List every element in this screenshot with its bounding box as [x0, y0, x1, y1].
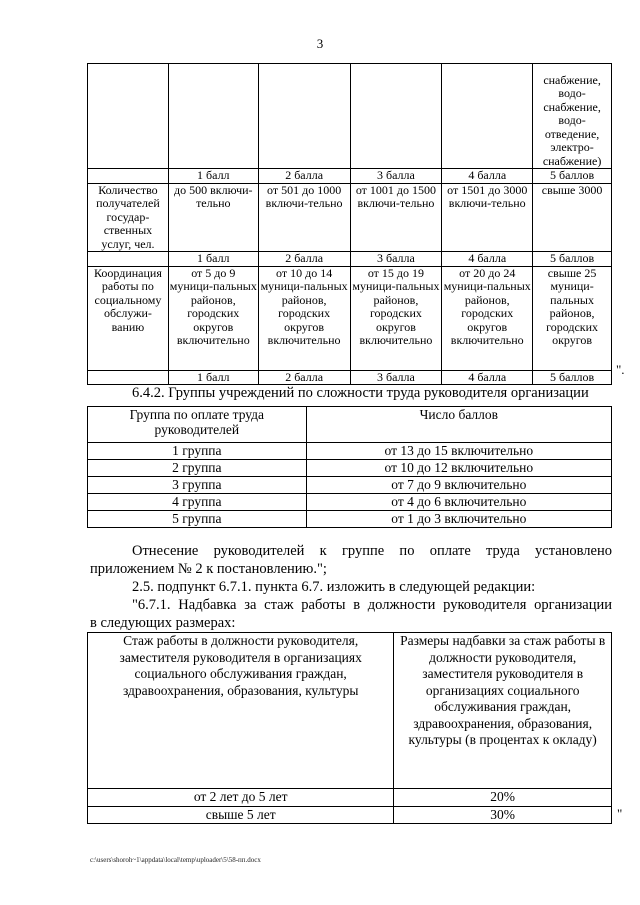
paragraph-assign-line1: Отнесение руководителей к группе по оплате труда установлено	[132, 543, 612, 559]
score-cell: 2 балла	[258, 252, 350, 267]
closing-quote: "	[617, 806, 623, 821]
table-cell: 1 группа	[88, 443, 307, 460]
criteria-cell	[350, 64, 442, 169]
score-cell: 2 балла	[258, 370, 350, 385]
table-cell: от 13 до 15 включительно	[306, 443, 611, 460]
criteria-cell: от 1501 до 3000 включи-тельно	[442, 183, 533, 252]
criteria-cell	[168, 64, 258, 169]
criteria-cell: от 501 до 1000 включи-тельно	[258, 183, 350, 252]
score-cell: 4 балла	[442, 370, 533, 385]
score-cell: 3 балла	[350, 169, 442, 184]
section-heading: 6.4.2. Группы учреждений по сложности труда руководителя организации	[132, 385, 589, 401]
page-number: 3	[316, 36, 324, 51]
file-path-footer: c:\users\shoroh~1\appdata\local\temp\uploader\5\58-пп.docx	[90, 856, 261, 864]
allowance-table	[87, 632, 612, 824]
closing-quote: ".	[616, 362, 625, 377]
score-cell: 3 балла	[350, 252, 442, 267]
criteria-cell	[88, 64, 169, 169]
column-header: Стаж работы в должности руководителя, заместителя руководителя в организациях социального обслуживания граждан, здравоохранения, образования, культуры	[88, 633, 394, 789]
criteria-cell: от 5 до 9 муници-пальных районов, городских округов включительно	[168, 266, 258, 370]
paragraph-assign-line2: приложением № 2 к постановлению.";	[90, 561, 327, 577]
score-cell: 5 баллов	[533, 169, 612, 184]
table-cell: 20%	[394, 789, 612, 807]
score-cell: 4 балла	[442, 252, 533, 267]
table-cell: от 2 лет до 5 лет	[88, 789, 394, 807]
table-cell: 3 группа	[88, 477, 307, 494]
criteria-cell: до 500 включи-тельно	[168, 183, 258, 252]
criteria-cell: свыше 3000	[533, 183, 612, 252]
table-cell: от 1 до 3 включительно	[306, 511, 611, 528]
criteria-label: Количество получателей государ-ственных услуг, чел.	[88, 183, 169, 252]
paragraph-6-7-1-line1: "6.7.1. Надбавка за стаж работы в должности руководителя организации	[132, 597, 612, 613]
table-cell: 2 группа	[88, 460, 307, 477]
score-cell: 5 баллов	[533, 252, 612, 267]
groups-table	[87, 406, 612, 528]
column-header: Группа по оплате труда руководителей	[88, 407, 307, 443]
column-header: Размеры надбавки за стаж работы в должности руководителя, заместителя руководителя в организациях социального обслуживания граждан, здравоохранения, образования, культуры (в процентах к окладу)	[394, 633, 612, 789]
score-cell: 1 балл	[168, 252, 258, 267]
paragraph-2-5: 2.5. подпункт 6.7.1. пункта 6.7. изложить в следующей редакции:	[132, 579, 536, 595]
criteria-table	[87, 63, 612, 385]
criteria-cell: от 10 до 14 муници-пальных районов, городских округов включительно	[258, 266, 350, 370]
criteria-cell: от 1001 до 1500 включи-тельно	[350, 183, 442, 252]
score-cell: 2 балла	[258, 169, 350, 184]
paragraph-6-7-1-line2: в следующих размерах:	[90, 615, 236, 631]
table-cell: свыше 5 лет	[88, 806, 394, 824]
score-cell: 5 баллов	[533, 370, 612, 385]
table-cell: 30%	[394, 806, 612, 824]
criteria-cell: от 15 до 19 муници-пальных районов, городских округов включительно	[350, 266, 442, 370]
table-cell: от 4 до 6 включительно	[306, 494, 611, 511]
score-cell: 1 балл	[168, 370, 258, 385]
score-cell: 4 балла	[442, 169, 533, 184]
criteria-cell	[258, 64, 350, 169]
column-header: Число баллов	[306, 407, 611, 443]
score-cell: 3 балла	[350, 370, 442, 385]
criteria-label: Координация работы по социальному обслужи-ванию	[88, 266, 169, 370]
criteria-cell: снабжение, водо-снабжение, водо-отведение, электро-снабжение)	[533, 64, 612, 169]
table-cell: от 7 до 9 включительно	[306, 477, 611, 494]
table-cell: 5 группа	[88, 511, 307, 528]
table-cell: 4 группа	[88, 494, 307, 511]
score-cell	[88, 169, 169, 184]
criteria-cell	[442, 64, 533, 169]
score-cell: 1 балл	[168, 169, 258, 184]
score-cell	[88, 252, 169, 267]
score-cell	[88, 370, 169, 385]
criteria-cell: свыше 25 муници-пальных районов, городских округов	[533, 266, 612, 370]
table-cell: от 10 до 12 включительно	[306, 460, 611, 477]
criteria-cell: от 20 до 24 муници-пальных районов, городских округов включительно	[442, 266, 533, 370]
